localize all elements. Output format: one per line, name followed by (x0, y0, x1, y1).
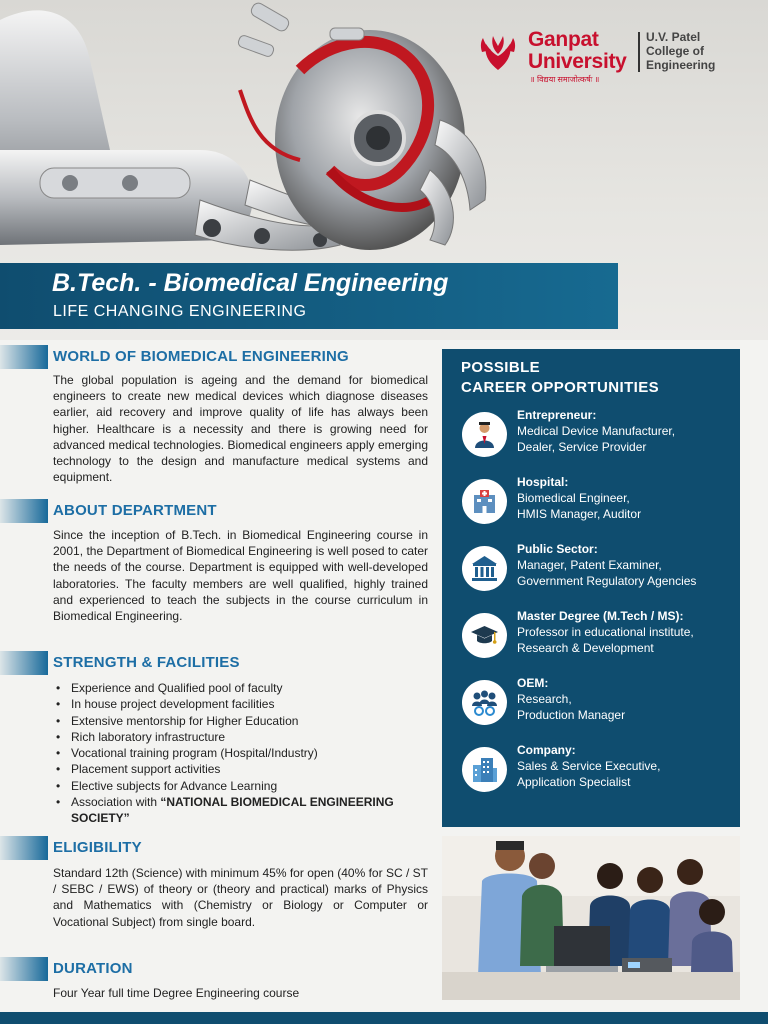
icon-circle (462, 747, 507, 792)
college-name (646, 30, 715, 72)
career-item-desc (517, 759, 660, 790)
list-item-text: Extensive mentorship for Higher Education (71, 713, 299, 728)
students-photo-illustration (442, 836, 740, 1000)
career-heading-line2: CAREER OPPORTUNITIES (461, 379, 660, 396)
college-name-line3: Engineering (646, 58, 716, 72)
section-heading-text: ELIGIBILITY (53, 839, 142, 856)
list-item-text: Experience and Qualified pool of faculty (71, 681, 283, 695)
list-item-text: Vocational training program (Hospital/Industry) (71, 746, 318, 761)
career-item-oem (462, 676, 738, 728)
career-item-desc-line2: Production Manager (517, 707, 626, 722)
list-item (53, 713, 433, 729)
career-item-desc-line2: Government Regulatory Agencies (517, 573, 697, 588)
career-item-title: Company: (517, 743, 576, 757)
world-paragraph: The global population is ageing and the demand for biomedical engineers to create new medical devices which diagnose diseases earlier, aid recovery and improve quality of life has always been higher. Healthcare is a necessity and there is growing need for advanced medical technologies. Biomedical engineers apply emerging technology to the design and manufacture medical systems and equipment. (53, 373, 428, 485)
list-item (53, 778, 433, 794)
university-name-line1: Ganpat (528, 28, 599, 51)
career-item-entrepreneur (462, 408, 738, 460)
career-item-desc-line1: Manager, Patent Examiner, (517, 558, 662, 572)
bullet-icon: • (56, 746, 61, 761)
office-building-icon (470, 755, 499, 784)
footer-bar (0, 1012, 768, 1024)
career-item-desc (517, 692, 625, 723)
icon-circle (462, 546, 507, 591)
career-item-desc-line2: Application Specialist (517, 774, 631, 789)
team-gear-icon (470, 688, 499, 717)
list-item-text: Placement support activities (71, 762, 221, 777)
career-item-desc (517, 491, 641, 522)
university-name-line2: University (528, 50, 627, 73)
bullet-icon: • (56, 762, 61, 777)
section-heading-bar (0, 345, 48, 369)
career-item-desc-line1: Research, (517, 692, 572, 706)
list-item (53, 729, 433, 745)
section-heading-bar (0, 836, 48, 860)
about-paragraph: Since the inception of B.Tech. in Biomedical Engineering course in 2001, the Department of Biomedical Engineering is well posed to cater the needs of the course. Department is equipped with well-developed laboratories. The faculty members are well qualified, highly trained and experienced to teach the subjects in the course curriculum in Biomedical Engineering. (53, 528, 428, 624)
entrepreneur-icon (470, 420, 499, 449)
section-heading-text: DURATION (53, 960, 133, 977)
list-item (53, 680, 433, 696)
list-item (53, 794, 433, 827)
eligibility-paragraph: Standard 12th (Science) with minimum 45% for open (40% for SC / ST / SEBC / EWS) of theory or (theory and practical) marks of Physics and Mathematics with (Chemistry or Biology or Computer or Vocational Subject) from single board. (53, 866, 428, 929)
career-item-desc-line1: Medical Device Manufacturer, (517, 424, 676, 438)
bullet-icon: • (56, 795, 61, 810)
section-heading-text: WORLD OF BIOMEDICAL ENGINEERING (53, 348, 349, 365)
career-item-title: OEM: (517, 676, 549, 690)
career-item-desc (517, 625, 694, 656)
career-item-company (462, 743, 738, 795)
icon-circle (462, 479, 507, 524)
logo-divider (638, 32, 640, 72)
career-item-title: Hospital: (517, 475, 569, 489)
title-banner (0, 263, 618, 329)
section-heading-text: STRENGTH & FACILITIES (53, 654, 240, 671)
career-item-desc-line2: Research & Development (517, 640, 654, 655)
career-item-desc-line1: Sales & Service Executive, (517, 759, 661, 773)
university-logo (478, 28, 738, 88)
program-title: B.Tech. - Biomedical Engineering (52, 269, 449, 297)
college-name-line1: U.V. Patel (646, 30, 701, 44)
career-heading (461, 358, 659, 398)
bullet-icon: • (56, 713, 61, 728)
list-item-text: Elective subjects for Advance Learning (71, 778, 278, 793)
bullet-icon: • (56, 697, 61, 712)
career-item-desc-line1: Biomedical Engineer, (517, 491, 630, 505)
career-item-desc-line2: HMIS Manager, Auditor (517, 506, 642, 521)
government-building-icon (470, 554, 499, 583)
society-name: “NATIONAL BIOMEDICAL ENGINEERING SOCIETY” (71, 795, 394, 826)
career-item-desc-line2: Dealer, Service Provider (517, 439, 647, 454)
bullet-icon: • (56, 729, 61, 744)
bullet-icon: • (56, 681, 61, 695)
career-item-hospital (462, 475, 738, 527)
icon-circle (462, 680, 507, 725)
career-item-desc (517, 424, 675, 455)
career-item-public-sector (462, 542, 738, 594)
career-item-desc-line1: Professor in educational institute, (517, 625, 694, 639)
icon-circle (462, 613, 507, 658)
college-name-line2: College of (646, 44, 705, 58)
students-lab-photo (442, 836, 740, 1000)
career-item-desc (517, 558, 696, 589)
list-item (53, 696, 433, 712)
career-opportunities-panel (442, 349, 740, 827)
section-heading-bar (0, 957, 48, 981)
list-item-text: In house project development facilities (71, 697, 275, 712)
duration-text: Four Year full time Degree Engineering course (53, 986, 300, 1000)
section-heading-bar (0, 499, 48, 523)
graduation-cap-icon (470, 621, 499, 650)
university-emblem-icon (478, 32, 518, 72)
career-item-title: Entrepreneur: (517, 408, 597, 422)
section-heading-text: ABOUT DEPARTMENT (53, 502, 217, 519)
bullet-icon: • (56, 778, 61, 793)
career-item-master-degree (462, 609, 738, 661)
list-item (53, 745, 433, 761)
university-motto: ॥ विद्यया समाजोत्कर्षः ॥ (530, 75, 600, 84)
career-item-title: Public Sector: (517, 542, 598, 556)
icon-circle (462, 412, 507, 457)
hospital-icon (470, 487, 499, 516)
program-tagline: LIFE CHANGING ENGINEERING (53, 303, 307, 320)
list-item-text: Rich laboratory infrastructure (71, 729, 226, 744)
list-item (53, 761, 433, 777)
career-item-title: Master Degree (M.Tech / MS): (517, 609, 684, 623)
facilities-list (53, 680, 433, 827)
list-item-text: Association with (71, 795, 161, 810)
career-heading-line1: POSSIBLE (461, 359, 541, 376)
section-heading-bar (0, 651, 48, 675)
